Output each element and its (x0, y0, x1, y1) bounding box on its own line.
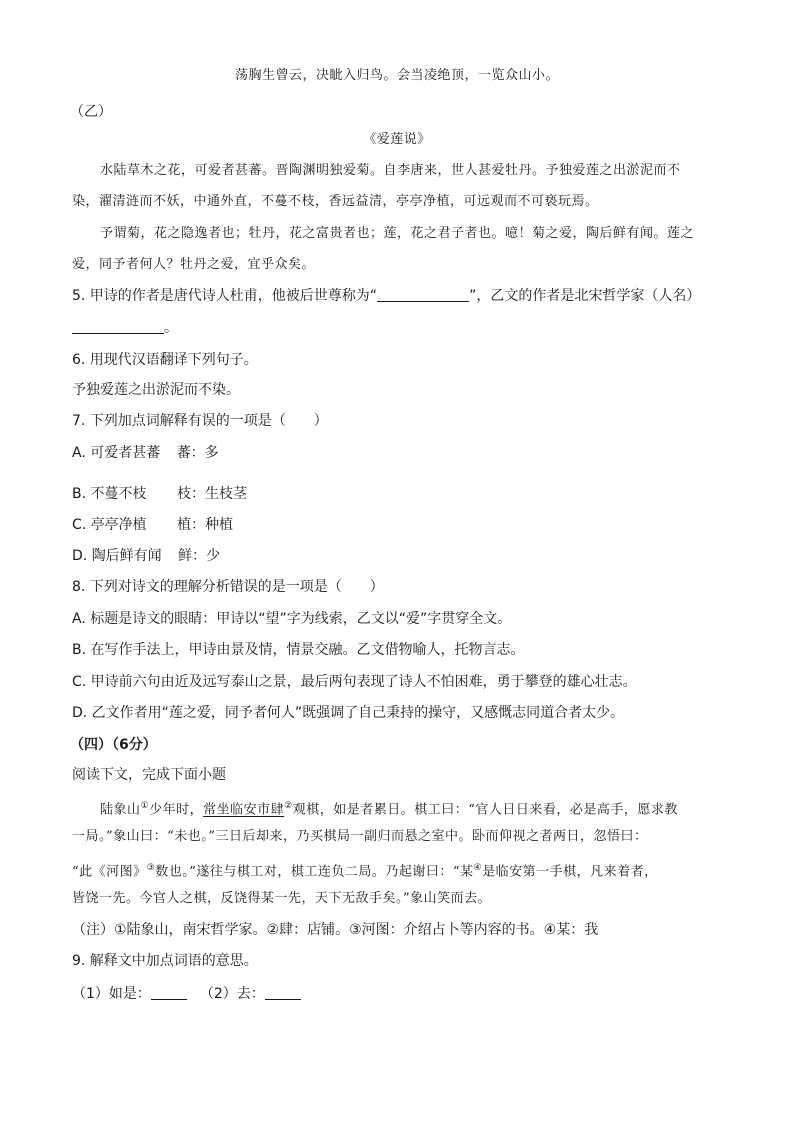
story-text: 少年时， (149, 802, 204, 818)
option-word: 亭亭净植 (90, 517, 147, 533)
poem-last-line: 荡胸生曾云，决眦入归鸟。会当凌绝顶，一览众山小。 (234, 68, 559, 83)
passage-b-p1-line2: 染，濯清涟而不妖，中通外直，不蔓不枝，香远益清，亭亭净植，可远观而不可亵玩焉。 (72, 194, 599, 209)
story-notes: （注）①陆象山，南宋哲学家。②肆：店铺。③河图：介绍占卜等内容的书。④某：我 (72, 922, 599, 938)
question-8: 8. 下列对诗文的理解分析错误的是一项是（ ） (72, 579, 384, 595)
answer-blank-title[interactable] (377, 287, 469, 302)
q7-option-d[interactable] (72, 546, 722, 566)
option-explanation: 植：种植 (177, 517, 234, 533)
option-word: 不蔓不枝 (90, 486, 147, 502)
option-letter: A. (72, 445, 86, 461)
answer-blank-2[interactable] (265, 985, 301, 1000)
passage-b-p2-line2: 爱，同予者何人？牡丹之爱，宜乎众矣。 (72, 257, 316, 272)
q9-item-2: （2）去： (199, 986, 265, 1002)
passage-b-label: （乙） (70, 104, 112, 120)
question-6-sentence: 予独爱莲之出淤泥而不染。 (72, 382, 240, 398)
option-explanation: 蕃：多 (176, 445, 219, 461)
question-5 (72, 286, 722, 306)
question-9: 9. 解释文中加点词语的意思。 (72, 953, 258, 969)
q8-option-a[interactable]: A. 标题是诗文的眼睛：甲诗以“望”字为线索，乙文以“爱”字贯穿全文。 (72, 611, 512, 627)
story-line-1 (100, 796, 750, 820)
option-letter: D. (72, 548, 88, 564)
story-text: 陆象山 (100, 802, 141, 818)
answer-blank-1[interactable] (151, 985, 187, 1000)
reading-prompt: 阅读下文，完成下面小题 (72, 767, 226, 783)
passage-b-p1-line1: 水陆草木之花，可爱者甚蕃。晋陶渊明独爱菊。自李唐来，世人甚爱牡丹。予独爱莲之出淤泥而不 (100, 163, 681, 178)
q7-option-c[interactable] (72, 515, 722, 535)
q8-option-b[interactable]: B. 在写作手法上，甲诗由景及情，情景交融。乙文借物喻人，托物言志。 (72, 642, 525, 658)
note-marker: ③ (146, 863, 156, 873)
story-text: 是临安第一手棋，凡来着者， (482, 864, 658, 880)
story-line-4: 皆饶一先。今官人之棋，反饶得某一先，天下无敌手矣。”象山笑而去。 (72, 891, 492, 906)
story-text: “此《河图》 (72, 864, 147, 880)
story-text: 观棋，如是者累日。棋工曰：“官人日日来看，必是高手，愿求教 (292, 802, 678, 818)
q7-option-b[interactable] (72, 484, 722, 504)
question-9-blanks (72, 984, 722, 1004)
question-5-cont (72, 318, 722, 338)
q7-option-a[interactable] (72, 443, 722, 463)
option-explanation: 枝：生枝茎 (176, 486, 247, 502)
story-text: 数也。”遂往与棋工对，棋工连负二局。乃起谢曰：“某 (155, 864, 474, 880)
option-word: 陶后鲜有闻 (91, 548, 162, 564)
story-line-3 (72, 858, 722, 882)
passage-b-p2-line1: 予谓菊，花之隐逸者也；牡丹，花之富贵者也；莲，花之君子者也。噫！菊之爱，陶后鲜有闻。莲之 (100, 226, 695, 241)
story-line-2: 一局。”象山曰：“未也。”三日后却来，乃买棋局一副归而悬之室中。卧而仰视之者两日，忽悟曰： (72, 829, 648, 844)
option-word: 可爱者甚蕃 (90, 445, 161, 461)
q9-item-1: （1）如是： (72, 986, 151, 1002)
note-marker: ① (140, 801, 150, 811)
q8-option-d[interactable]: D. 乙文作者用“莲之爱，同予者何人”既强调了自己秉持的操守，又感慨志同道合者太少。 (72, 705, 625, 721)
answer-blank-author[interactable] (72, 319, 164, 334)
question-7: 7. 下列加点词解释有误的一项是（ ） (72, 413, 328, 429)
question-6: 6. 用现代汉语翻译下列句子。 (72, 352, 258, 368)
question-5-text-a: 5. 甲诗的作者是唐代诗人杜甫，他被后世尊称为“ (72, 288, 378, 304)
question-5-end: 。 (164, 320, 178, 336)
note-marker: ② (284, 801, 293, 811)
passage-b-title: 《爱莲说》 (363, 132, 431, 147)
option-letter: B. (72, 486, 87, 502)
q8-option-c[interactable]: C. 甲诗前六句由近及远写泰山之景，最后两句表现了诗人不怕困难，勇于攀登的雄心壮志。 (72, 674, 637, 690)
question-5-text-b: ”，乙文的作者是北宋哲学家（人名） (469, 288, 701, 304)
underlined-phrase: 常坐临安市肆 (203, 802, 285, 818)
section-4-heading: （四）（6分） (70, 737, 157, 753)
note-marker: ④ (473, 863, 483, 873)
option-explanation: 鲜：少 (178, 548, 221, 564)
option-letter: C. (72, 517, 87, 533)
